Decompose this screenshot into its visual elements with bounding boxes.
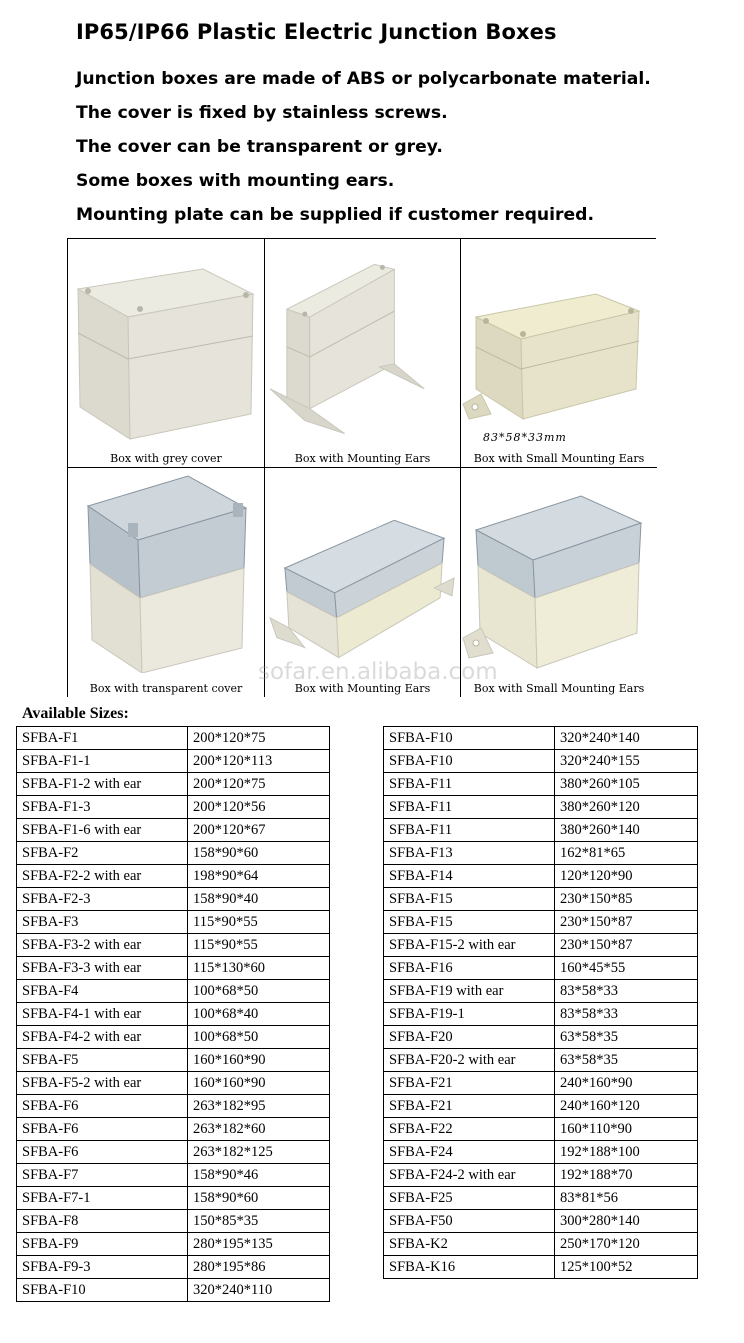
dimension-cell: 150*85*35 (188, 1210, 330, 1233)
model-cell: SFBA-F2-3 (17, 888, 188, 911)
dimension-cell: 380*260*120 (555, 796, 698, 819)
feature-item: The cover can be transparent or grey. (76, 137, 443, 157)
size-row (17, 1233, 330, 1256)
dimension-cell: 230*150*87 (555, 934, 698, 957)
size-row (384, 1210, 698, 1233)
dimension-cell: 250*170*120 (555, 1233, 698, 1256)
feature-item: Mounting plate can be supplied if customer required. (76, 205, 594, 225)
sizes-table-right (383, 726, 698, 1279)
dimension-cell: 230*150*87 (555, 911, 698, 934)
model-cell: SFBA-F11 (384, 796, 555, 819)
photo-caption: Box with Mounting Ears (294, 452, 431, 465)
size-row (384, 957, 698, 980)
model-cell: SFBA-F24-2 with ear (384, 1164, 555, 1187)
dimension-cell: 320*240*155 (555, 750, 698, 773)
dimension-cell: 115*90*55 (188, 911, 330, 934)
feature-item: The cover is fixed by stainless screws. (76, 103, 448, 123)
size-row (17, 865, 330, 888)
dimension-cell: 115*90*55 (188, 934, 330, 957)
model-cell: SFBA-F6 (17, 1095, 188, 1118)
model-cell: SFBA-F11 (384, 773, 555, 796)
feature-item: Junction boxes are made of ABS or polycarbonate material. (76, 69, 651, 89)
clear-cover-box-small-ears-image (461, 468, 657, 673)
size-row (384, 1256, 698, 1279)
size-row (17, 980, 330, 1003)
dimension-cell: 63*58*35 (555, 1026, 698, 1049)
model-cell: SFBA-F1-1 (17, 750, 188, 773)
size-row (17, 957, 330, 980)
model-cell: SFBA-F15-2 with ear (384, 934, 555, 957)
model-cell: SFBA-F6 (17, 1141, 188, 1164)
dimension-cell: 160*45*55 (555, 957, 698, 980)
size-row (17, 1095, 330, 1118)
dimension-cell: 200*120*75 (188, 773, 330, 796)
model-cell: SFBA-F14 (384, 865, 555, 888)
size-row (384, 842, 698, 865)
dimension-cell: 200*120*113 (188, 750, 330, 773)
model-cell: SFBA-F1 (17, 727, 188, 750)
size-row (17, 1256, 330, 1279)
size-row (384, 911, 698, 934)
size-row (384, 1095, 698, 1118)
dimension-cell: 380*260*140 (555, 819, 698, 842)
size-row (17, 819, 330, 842)
sizes-heading: Available Sizes: (22, 705, 129, 722)
feature-list (76, 62, 651, 232)
dimension-cell: 125*100*52 (555, 1256, 698, 1279)
model-cell: SFBA-F1-6 with ear (17, 819, 188, 842)
dimension-cell: 100*68*40 (188, 1003, 330, 1026)
page-title: IP65/IP66 Plastic Electric Junction Boxes (76, 20, 557, 44)
dimension-cell: 192*188*100 (555, 1141, 698, 1164)
dimension-cell: 83*58*33 (555, 1003, 698, 1026)
dimension-cell: 63*58*35 (555, 1049, 698, 1072)
model-cell: SFBA-F7 (17, 1164, 188, 1187)
size-row (384, 1072, 698, 1095)
model-cell: SFBA-F3-3 with ear (17, 957, 188, 980)
size-row (384, 819, 698, 842)
size-row (384, 1118, 698, 1141)
model-cell: SFBA-F10 (384, 750, 555, 773)
size-row (17, 796, 330, 819)
size-row (17, 934, 330, 957)
size-row (17, 1049, 330, 1072)
dimension-cell: 158*90*60 (188, 842, 330, 865)
dimension-cell: 160*160*90 (188, 1072, 330, 1095)
size-row (17, 888, 330, 911)
dimension-cell: 120*120*90 (555, 865, 698, 888)
size-row (17, 1026, 330, 1049)
model-cell: SFBA-F20-2 with ear (384, 1049, 555, 1072)
model-cell: SFBA-K2 (384, 1233, 555, 1256)
dimension-note: 83*58*33mm (483, 431, 567, 444)
size-row (17, 773, 330, 796)
dimension-cell: 240*160*90 (555, 1072, 698, 1095)
grey-box-ears-image (265, 239, 460, 444)
watermark: sofar.en.alibaba.com (258, 659, 498, 685)
model-cell: SFBA-F21 (384, 1072, 555, 1095)
feature-item: Some boxes with mounting ears. (76, 171, 395, 191)
photo-cell (68, 468, 265, 697)
photo-caption: Box with Small Mounting Ears (473, 452, 645, 465)
dimension-cell: 158*90*40 (188, 888, 330, 911)
size-row (17, 1210, 330, 1233)
dimension-cell: 230*150*85 (555, 888, 698, 911)
model-cell: SFBA-F5 (17, 1049, 188, 1072)
photo-caption: Box with grey cover (110, 452, 222, 465)
dimension-cell: 100*68*50 (188, 1026, 330, 1049)
dimension-cell: 192*188*70 (555, 1164, 698, 1187)
size-row (384, 1164, 698, 1187)
size-row (17, 1279, 330, 1302)
model-cell: SFBA-F21 (384, 1095, 555, 1118)
dimension-cell: 115*130*60 (188, 957, 330, 980)
clear-cover-box-ears-image (265, 468, 460, 673)
model-cell: SFBA-F20 (384, 1026, 555, 1049)
dimension-cell: 200*120*75 (188, 727, 330, 750)
model-cell: SFBA-F22 (384, 1118, 555, 1141)
dimension-cell: 280*195*86 (188, 1256, 330, 1279)
size-row (17, 1118, 330, 1141)
size-row (384, 980, 698, 1003)
size-row (384, 773, 698, 796)
dimension-cell: 158*90*46 (188, 1164, 330, 1187)
size-row (384, 1233, 698, 1256)
dimension-cell: 320*240*140 (555, 727, 698, 750)
size-row (384, 1187, 698, 1210)
model-cell: SFBA-K16 (384, 1256, 555, 1279)
dimension-cell: 200*120*67 (188, 819, 330, 842)
model-cell: SFBA-F15 (384, 911, 555, 934)
dimension-cell: 198*90*64 (188, 865, 330, 888)
dimension-cell: 280*195*135 (188, 1233, 330, 1256)
dimension-cell: 263*182*125 (188, 1141, 330, 1164)
size-row (384, 865, 698, 888)
size-row (384, 750, 698, 773)
size-row (384, 1049, 698, 1072)
model-cell: SFBA-F19-1 (384, 1003, 555, 1026)
model-cell: SFBA-F4-1 with ear (17, 1003, 188, 1026)
model-cell: SFBA-F19 with ear (384, 980, 555, 1003)
dimension-cell: 263*182*60 (188, 1118, 330, 1141)
size-row (17, 750, 330, 773)
photo-caption: Box with transparent cover (89, 682, 243, 695)
model-cell: SFBA-F2 (17, 842, 188, 865)
dimension-cell: 83*81*56 (555, 1187, 698, 1210)
model-cell: SFBA-F1-3 (17, 796, 188, 819)
model-cell: SFBA-F10 (384, 727, 555, 750)
dimension-cell: 300*280*140 (555, 1210, 698, 1233)
dimension-cell: 160*110*90 (555, 1118, 698, 1141)
dimension-cell: 100*68*50 (188, 980, 330, 1003)
product-photo-grid (67, 238, 656, 697)
dimension-cell: 162*81*65 (555, 842, 698, 865)
model-cell: SFBA-F4-2 with ear (17, 1026, 188, 1049)
size-row (384, 1026, 698, 1049)
dimension-cell: 83*58*33 (555, 980, 698, 1003)
dimension-cell: 158*90*60 (188, 1187, 330, 1210)
dimension-cell: 200*120*56 (188, 796, 330, 819)
sizes-table-left (16, 726, 330, 1302)
dimension-cell: 160*160*90 (188, 1049, 330, 1072)
model-cell: SFBA-F2-2 with ear (17, 865, 188, 888)
model-cell: SFBA-F13 (384, 842, 555, 865)
model-cell: SFBA-F9-3 (17, 1256, 188, 1279)
size-row (384, 888, 698, 911)
size-row (384, 1141, 698, 1164)
size-row (17, 1072, 330, 1095)
model-cell: SFBA-F15 (384, 888, 555, 911)
model-cell: SFBA-F50 (384, 1210, 555, 1233)
model-cell: SFBA-F1-2 with ear (17, 773, 188, 796)
photo-cell (265, 239, 461, 468)
model-cell: SFBA-F3-2 with ear (17, 934, 188, 957)
dimension-cell: 380*260*105 (555, 773, 698, 796)
photo-cell (68, 239, 265, 468)
photo-caption: Box with Mounting Ears (294, 682, 431, 695)
size-row (384, 727, 698, 750)
model-cell: SFBA-F3 (17, 911, 188, 934)
model-cell: SFBA-F6 (17, 1118, 188, 1141)
model-cell: SFBA-F10 (17, 1279, 188, 1302)
model-cell: SFBA-F16 (384, 957, 555, 980)
dimension-cell: 240*160*120 (555, 1095, 698, 1118)
size-row (17, 727, 330, 750)
model-cell: SFBA-F7-1 (17, 1187, 188, 1210)
size-row (17, 911, 330, 934)
dimension-cell: 320*240*110 (188, 1279, 330, 1302)
model-cell: SFBA-F11 (384, 819, 555, 842)
photo-caption: Box with Small Mounting Ears (473, 682, 645, 695)
size-row (384, 796, 698, 819)
size-row (384, 934, 698, 957)
size-row (17, 1187, 330, 1210)
size-row (17, 1141, 330, 1164)
grey-box-image (68, 239, 264, 444)
size-row (17, 842, 330, 865)
model-cell: SFBA-F24 (384, 1141, 555, 1164)
model-cell: SFBA-F25 (384, 1187, 555, 1210)
clear-cover-box-image (68, 468, 264, 673)
size-row (17, 1003, 330, 1026)
grey-box-small-ears-image (461, 239, 657, 444)
model-cell: SFBA-F8 (17, 1210, 188, 1233)
size-row (17, 1164, 330, 1187)
model-cell: SFBA-F4 (17, 980, 188, 1003)
model-cell: SFBA-F5-2 with ear (17, 1072, 188, 1095)
photo-cell (461, 239, 657, 468)
model-cell: SFBA-F9 (17, 1233, 188, 1256)
dimension-cell: 263*182*95 (188, 1095, 330, 1118)
size-row (384, 1003, 698, 1026)
